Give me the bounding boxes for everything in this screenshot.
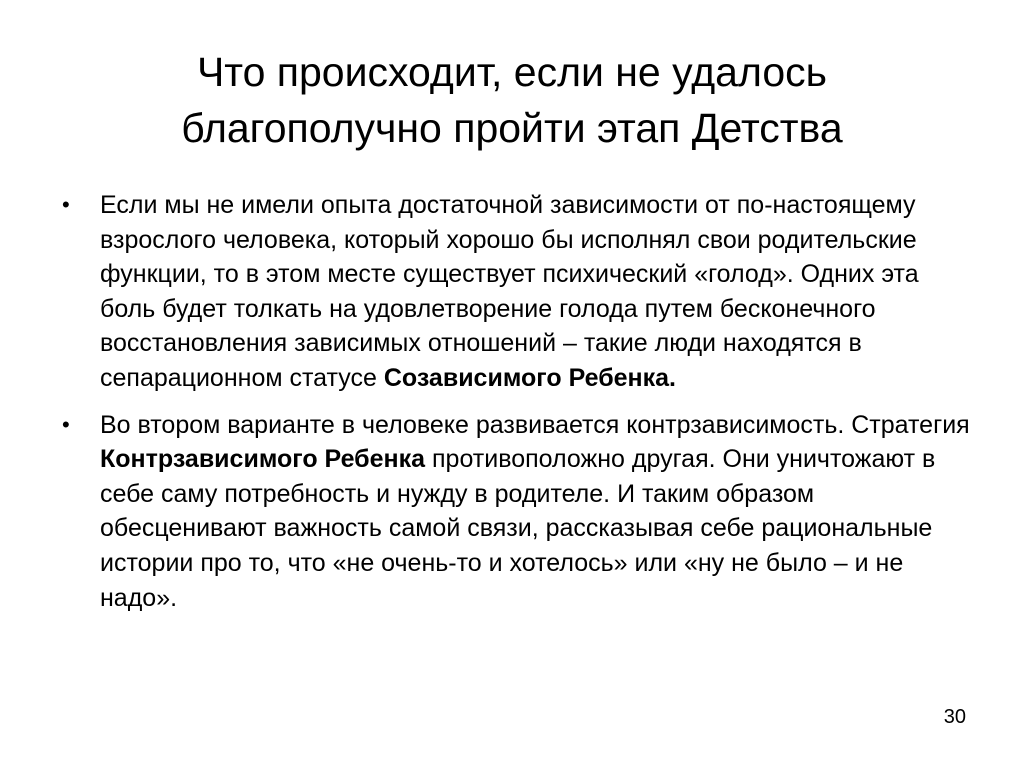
bullet-item-dependent-child [62,188,972,396]
page-number: 30 [943,706,966,728]
bullet-text-bold: Созависимого Ребенка. [383,363,677,392]
bullet-dot-icon: • [62,192,70,217]
bullet-text-regular-end: противоположно другая. Они уничтожают в себе саму потребность и нужду в родителе. И таким образом обесценивают важность самой связи, рассказывая себе рациональные истории про то, что «не очень-то и хотелось» или «ну не было – и не надо». [100,445,936,612]
slide-title-line-2: благополучно пройти этап Детства [181,105,843,151]
bullet-list [62,188,972,627]
bullet-text-regular: Во втором варианте в человеке развивается контрзависимость. Стратегия [100,410,970,439]
slide-title-line-1: Что происходит, если не удалось [196,49,828,95]
bullet-text-regular: Если мы не имели опыта достаточной зависимости от по-настоящему взрослого человека, который хорошо бы исполнял свои родительские функции, то в этом месте существует психический «голод». Одних эта боль будет толкать на удовлетворение голода путем бесконечного восстановления зависимых отношений – такие люди находятся в сепарационном статусе [100,191,919,392]
bullet-dot-icon: • [62,411,70,437]
bullet-text [100,188,972,396]
slide-title [60,44,964,156]
bullet-text-bold: Контрзависимого Ребенка [100,445,426,474]
bullet-item-counterdependent-child [62,408,972,616]
bullet-text [100,408,972,616]
